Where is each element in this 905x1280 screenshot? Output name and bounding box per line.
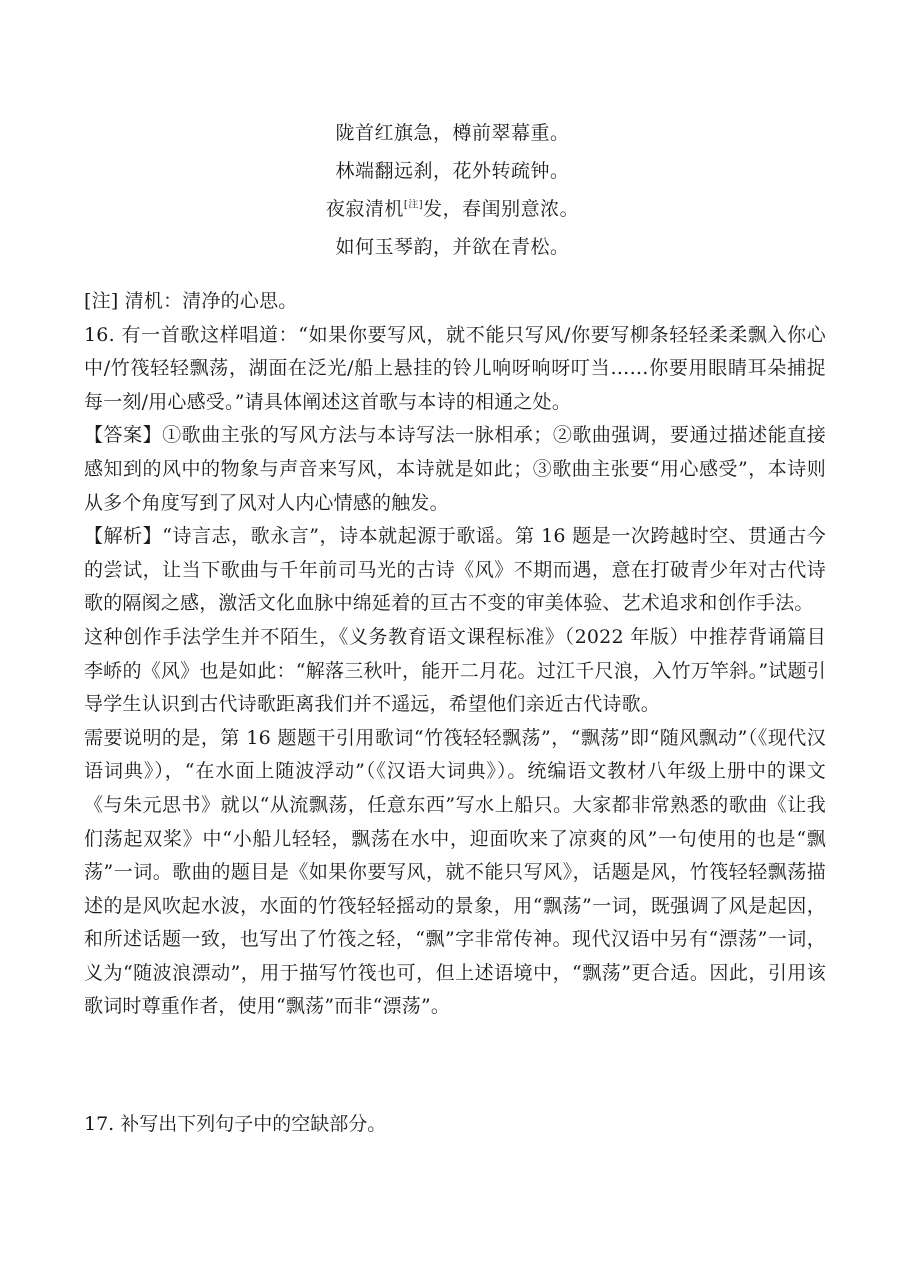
poem-line-3-end: 发，春闺别意浓。 — [423, 198, 580, 220]
analysis-text: “诗言志，歌永言”，诗本就起源于歌谣。第 16 题是一次跨越时空、贯通古今的尝试，让当下歌曲与千年前司马光的古诗《风》不期而遇，意在打破青少年对古代诗歌的隔阂之感，激活文化血脉中绵延着的亘古不变的审美体验、艺术追求和创作手法。 — [84, 525, 826, 615]
poem-note: [注] 清机：清净的心思。 — [84, 290, 298, 312]
analysis-paragraph-2: 这种创作手法学生并不陌生，《义务教育语文课程标准》（2022 年版）中推荐背诵篇目李峤的《风》也是如此：“解落三秋叶，能开二月花。过江千尺浪，入竹万竿斜。”试题引导学生认识到古代诗歌距离我们并不遥远，希望他们亲近古代诗歌。 — [84, 625, 826, 716]
analysis-tag: 【解析】 — [84, 525, 163, 548]
answer-text: ①歌曲主张的写风方法与本诗写法一脉相承；②歌曲强调，要通过描述能直接感知到的风中的物象与声音来写风，本诗就是如此；③歌曲主张要“用心感受”，本诗则从多个角度写到了风对人内心情感的触发。 — [84, 424, 826, 514]
poem-line-3 — [0, 190, 905, 228]
analysis-paragraph-3: 需要说明的是，第 16 题题干引用歌词“竹筏轻轻飘荡”，“飘荡”即“随风飘动”（《现代汉语词典》），“在水面上随波浮动”（《汉语大词典》）。统编语文教材八年级上册中的课文《与朱元思书》就以“从流飘荡，任意东西”写水上船只。大家都非常熟悉的歌曲《让我们荡起双桨》中“小船儿轻轻，飘荡在水中，迎面吹来了凉爽的风”一句使用的也是“飘荡”一词。歌曲的题目是《如果你要写风，就不能只写风》，话题是风，竹筏轻轻飘荡描述的是风吹起水波，水面的竹筏轻轻摇动的景象，用“飘荡”一词，既强调了风是起因，和所述话题一致，也写出了竹筏之轻，“飘”字非常传神。现代汉语中另有“漂荡”一词，义为“随波浪漂动”，用于描写竹筏也可，但上述语境中，“飘荡”更合适。因此，引用该歌词时尊重作者，使用“飘荡”而非“漂荡”。 — [84, 726, 826, 1018]
analysis-16 — [84, 520, 826, 621]
footnote-marker: [注] — [403, 199, 424, 211]
poem-line-1: 陇首红旗急，樽前翠幕重。 — [335, 122, 570, 144]
body-text — [84, 285, 826, 1024]
answer-16 — [84, 419, 826, 520]
question-16: 16. 有一首歌这样唱道：“如果你要写风，就不能只写风/你要写柳条轻轻柔柔飘入你心中/竹筏轻轻飘荡，湖面在泛光/船上悬挂的铃儿响呀响呀叮当……你要用眼睛耳朵捕捉每一刻/用心感受。”请具体阐述这首歌与本诗的相通之处。 — [84, 323, 826, 413]
poem-line-4: 如何玉琴韵，并欲在青松。 — [335, 236, 570, 258]
question-17: 17. 补写出下列句子中的空缺部分。 — [84, 1113, 387, 1135]
poem-line-2: 林端翻远刹，花外转疏钟。 — [335, 160, 570, 182]
poem — [0, 114, 905, 266]
answer-tag: 【答案】 — [84, 424, 163, 447]
poem-line-3-start: 夜寂清机 — [325, 198, 404, 220]
